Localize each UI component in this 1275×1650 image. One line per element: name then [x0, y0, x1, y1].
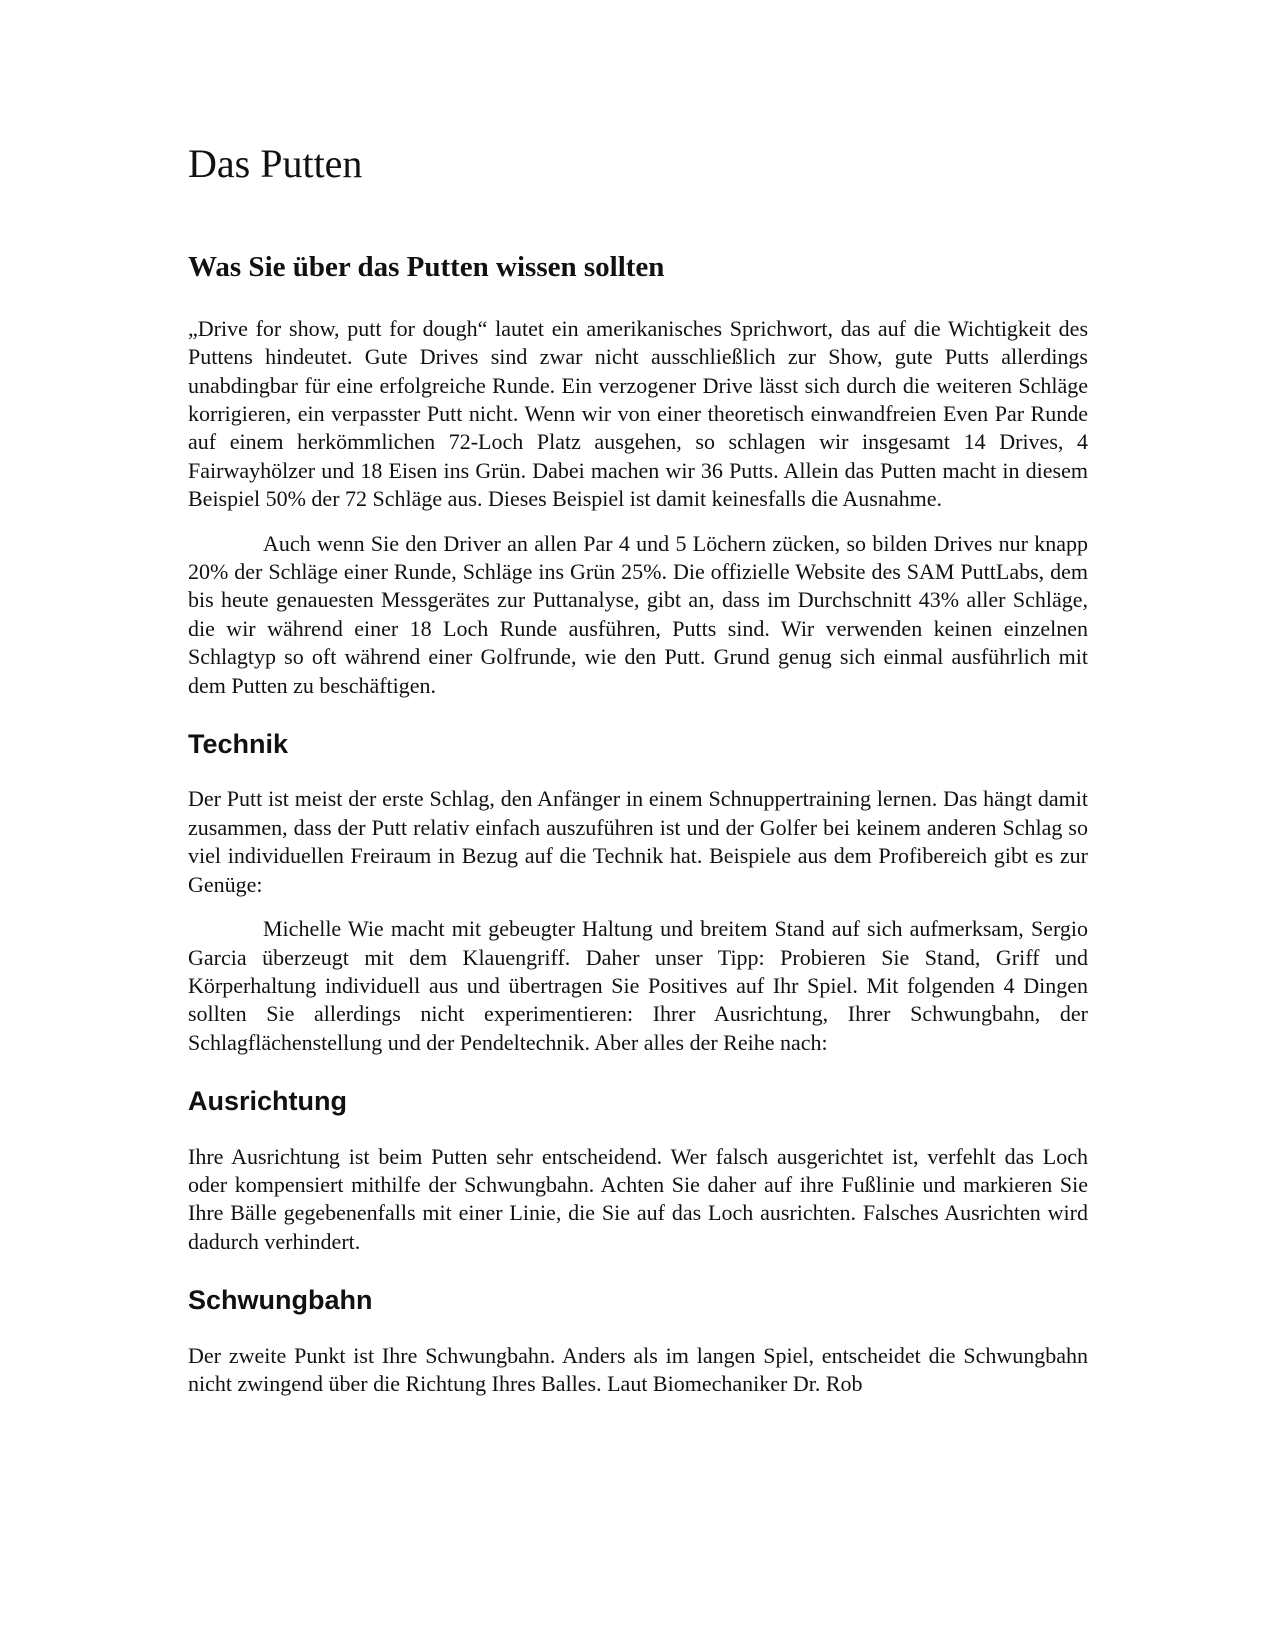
section-heading-ausrichtung: Ausrichtung — [188, 1086, 347, 1117]
schwungbahn-paragraph: Der zweite Punkt ist Ihre Schwungbahn. Anders als im langen Spiel, entscheidet die Schwungbahn nicht zwingend über die Richtung Ihres Balles. Laut Biomechaniker Dr. Rob — [188, 1342, 1088, 1396]
intro-paragraph-1: „Drive for show, putt for dough“ lautet ein amerikanisches Sprichwort, das auf die Wichtigkeit des Puttens hindeutet. Gute Drives sind zwar nicht ausschließlich zur Show, gute Putts allerdings unabdingbar für eine erfolgreiche Runde. Ein verzogener Drive lässt sich durch die weiteren Schläge korrigieren, ein verpasster Putt nicht. Wenn wir von einer theoretisch einwandfreien Even Par Runde auf einem herkömmlichen 72-Loch Platz ausgehen, so schlagen wir insgesamt 14 Drives, 4 Fairwayhölzer und 18 Eisen ins Grün. Dabei machen wir 36 Putts. Allein das Putten macht in diesem Beispiel 50% der 72 Schläge aus. Dieses Beispiel ist damit keinesfalls die Ausnahme. — [188, 315, 1088, 512]
page-title: Das Putten — [188, 141, 363, 186]
technik-paragraph-2: Michelle Wie macht mit gebeugter Haltung und breitem Stand auf sich aufmerksam, Sergio Garcia überzeugt mit dem Klauengriff. Daher unser Tipp: Probieren Sie Stand, Griff und Körperhaltung individuell aus und übertragen Sie Positives auf Ihr Spiel. Mit folgenden 4 Dingen sollten Sie allerdings nicht experimentieren: Ihrer Ausrichtung, Ihrer Schwungbahn, der Schlagflächenstellung und der Pendeltechnik. Aber alles der Reihe nach: — [188, 916, 1088, 1055]
technik-paragraph-1: Der Putt ist meist der erste Schlag, den Anfänger in einem Schnuppertraining lernen. Das hängt damit zusammen, dass der Putt relativ einfach auszuführen ist und der Golfer bei keinem anderen Schlag so viel individuellen Freiraum in Bezug auf die Technik hat. Beispiele aus dem Profibereich gibt es zur Genüge: — [188, 786, 1088, 897]
document-page — [188, 140, 1088, 1414]
section-heading-schwungbahn: Schwungbahn — [188, 1285, 373, 1316]
intro-paragraph-2: Auch wenn Sie den Driver an allen Par 4 und 5 Löchern zücken, so bilden Drives nur knapp 20% der Schläge einer Runde, Schläge ins Grün 25%. Die offizielle Website des SAM PuttLabs, dem bis heute genauesten Messgerätes zur Puttanalyse, gibt an, dass im Durchschnitt 43% aller Schläge, die wir während einer 18 Loch Runde ausführen, Putts sind. Wir verwenden keinen einzelnen Schlagtyp so oft während einer Golfrunde, wie den Putt. Grund genug sich einmal ausführlich mit dem Putten zu beschäftigen. — [188, 530, 1088, 698]
page-subtitle: Was Sie über das Putten wissen sollten — [188, 251, 665, 283]
ausrichtung-paragraph: Ihre Ausrichtung ist beim Putten sehr entscheidend. Wer falsch ausgerichtet ist, verfehlt das Loch oder kompensiert mithilfe der Schwungbahn. Achten Sie daher auf ihre Fußlinie und markieren Sie Ihre Bälle gegebenenfalls mit einer Linie, die Sie auf das Loch ausrichten. Falsches Ausrichten wird dadurch verhindert. — [188, 1143, 1088, 1254]
section-heading-technik: Technik — [188, 729, 289, 760]
